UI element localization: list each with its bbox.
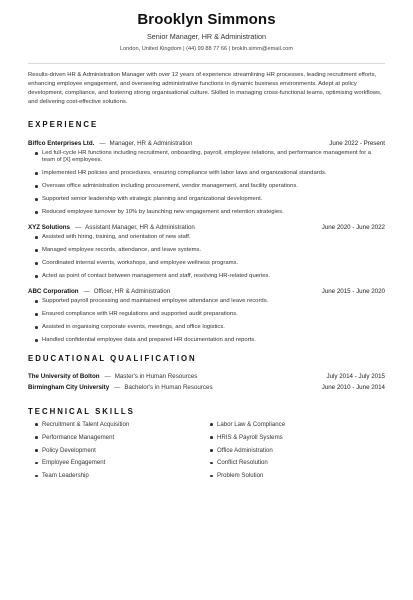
- separator: —: [99, 140, 106, 147]
- skill-item: Performance Management: [35, 434, 210, 441]
- bullet-item: Supported payroll processing and maintained employee attendance and leave records.: [35, 298, 385, 305]
- skill-item: Conflict Resolution: [210, 459, 385, 466]
- job-bullets: [28, 150, 385, 216]
- job-role: Manager, HR & Administration: [109, 140, 193, 147]
- education-dates: July 2014 - July 2015: [326, 373, 385, 380]
- candidate-title: Senior Manager, HR & Administration: [146, 32, 267, 41]
- job-bullets: [28, 234, 385, 280]
- job-entry: [28, 223, 385, 280]
- job-header: [28, 223, 385, 232]
- skill-item: Recruitment & Talent Acquisition: [35, 421, 210, 428]
- separator: —: [104, 373, 111, 380]
- experience-heading: EXPERIENCE: [28, 120, 99, 129]
- skill-item: Team Leadership: [35, 472, 210, 479]
- degree-name: Bachelor's in Human Resources: [124, 384, 213, 391]
- skills-column-right: [210, 421, 385, 485]
- job-bullets: [28, 298, 385, 344]
- job-dates: June 2020 - June 2022: [321, 224, 385, 231]
- skills-column-left: [35, 421, 210, 485]
- company-name: Biffco Enterprises Ltd.: [28, 140, 95, 147]
- separator: —: [74, 224, 82, 231]
- school-name: The University of Bolton: [28, 373, 100, 380]
- candidate-name: Brooklyn Simmons: [137, 11, 276, 28]
- school-name: Birmingham City University: [28, 384, 110, 391]
- bullet-item: Implemented HR policies and procedures, ensuring compliance with labor laws and organizational standards.: [35, 170, 385, 177]
- bullet-item: Handled confidential employee data and prepared HR documentation and reports.: [35, 337, 385, 344]
- education-heading: EDUCATIONAL QUALIFICATION: [28, 354, 197, 363]
- bullet-item: Acted as point of contact between management and staff, resolving HR-related queries.: [35, 273, 385, 280]
- skill-item: Employee Engagement: [35, 459, 210, 466]
- education-entry: [28, 372, 385, 381]
- job-entry: [28, 287, 385, 344]
- header-divider: [28, 63, 385, 64]
- skills-grid: [28, 421, 385, 485]
- bullet-item: Managed employee records, attendance, and leave systems.: [35, 247, 385, 254]
- bullet-item: Coordinated internal events, workshops, and employee wellness programs.: [35, 260, 385, 267]
- bullet-item: Supported senior leadership with strategic planning and organizational development.: [35, 196, 385, 203]
- bullet-item: Assisted with hiring, training, and orientation of new staff.: [35, 234, 385, 241]
- job-role: Officer, HR & Administration: [93, 288, 171, 295]
- bullet-item: Assisted in organising corporate events, meetings, and office logistics.: [35, 324, 385, 331]
- job-dates: June 2015 - June 2020: [321, 288, 385, 295]
- job-role: Assistant Manager, HR & Administration: [85, 224, 195, 231]
- company-name: ABC Corporation: [28, 288, 79, 295]
- separator: —: [83, 288, 90, 295]
- bullet-item: Ensured compliance with HR regulations and supported audit preparations.: [35, 311, 385, 318]
- job-header: [28, 139, 385, 148]
- profile-summary: Results-driven HR & Administration Manager with over 12 years of experience streamlining HR processes, leading recruitment efforts, enhancing employee engagement, and overseeing administrative functions in dynamic business environments. Adept at policy development, compliance, and fostering strong organisational culture. Skilled in managing cross-functional teams, optimising workflows, and delivering cost-effective solutions.: [28, 72, 382, 105]
- skill-item: Policy Development: [35, 447, 210, 454]
- degree-name: Master's in Human Resources: [114, 373, 198, 380]
- resume-header: [28, 0, 385, 53]
- skill-item: Labor Law & Compliance: [210, 421, 385, 428]
- job-dates: June 2022 - Present: [329, 140, 385, 147]
- separator: —: [114, 384, 121, 391]
- job-header: [28, 287, 385, 296]
- contact-line: London, United Kingdom | (44) 99 88 77 66 | brokln.simm@email.com: [119, 46, 294, 52]
- education-dates: June 2010 - June 2014: [321, 384, 385, 391]
- company-name: XYZ Solutions: [28, 224, 70, 231]
- skill-item: Office Administration: [210, 447, 385, 454]
- skill-item: HRIS & Payroll Systems: [210, 434, 385, 441]
- bullet-item: Led full-cycle HR functions including recruitment, onboarding, payroll, employee relations, and performance management for a team of [X] employees.: [35, 150, 385, 164]
- skill-item: Problem Solution: [210, 472, 385, 479]
- job-entry: [28, 139, 385, 216]
- skills-heading: TECHNICAL SKILLS: [28, 407, 135, 416]
- bullet-item: Oversaw office administration including procurement, vendor management, and facility operations.: [35, 183, 385, 190]
- education-entry: [28, 383, 385, 392]
- bullet-item: Reduced employee turnover by 10% by launching new engagement and retention strategies.: [35, 209, 385, 216]
